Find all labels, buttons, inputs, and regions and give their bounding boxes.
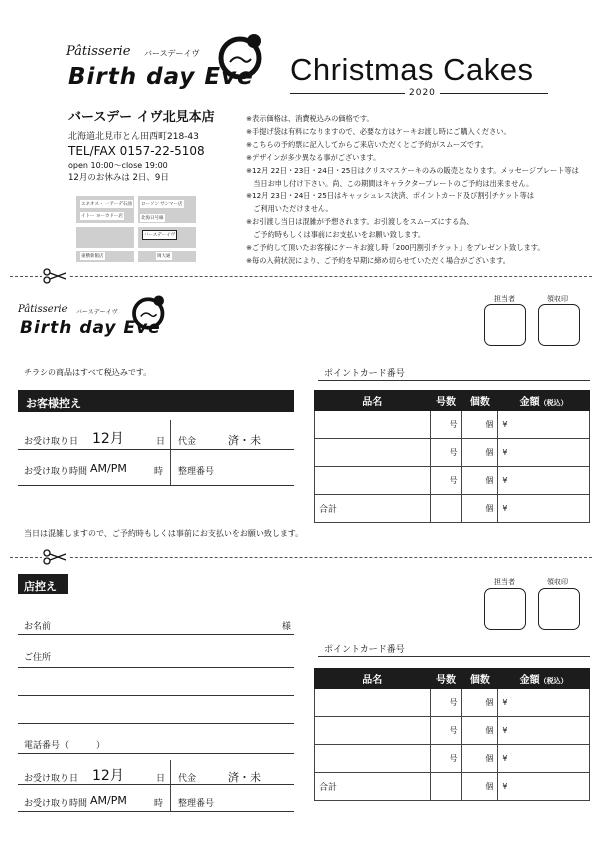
yen-sign: ¥ [498,467,590,495]
crowd-note: 当日は混雑しますので、ご予約時もしくは事前にお支払いをお願い致します。 [24,529,304,538]
col-item: 品名 [315,669,431,689]
fee-status[interactable]: 済・未 [228,771,261,784]
address-field[interactable] [18,723,294,724]
customer-form [18,412,294,486]
table-row[interactable] [315,745,590,773]
table-header-row [315,669,590,689]
logo-kana-text: バースデーイヴ [144,49,200,58]
shop-info [68,106,215,183]
cut-line [10,276,592,277]
total-label: 合計 [315,495,431,523]
yen-sign: ¥ [498,689,590,717]
note-line: ※お引渡し当日は混雑が予想されます。お引渡しをスムーズにする為、 [246,217,474,227]
note-line: ※12月 22日・23日・24日・25日はクリスマスケーキのみの販売となります。メッセージプレート等は [246,165,579,175]
logo-script-text: Pâtisserie [66,44,131,59]
shop-name: バースデー イヴ北見本店 [68,110,215,125]
note-line: ご予約時もしくは事前にお支払いをお願い致します。 [246,230,426,240]
customer-copy-header [18,390,294,412]
order-table-store [314,668,590,801]
map-label: イトー ヨーカドー店 [81,214,123,219]
notes-list [246,113,579,268]
stamp-label-staff: 担当者 [494,295,515,303]
section-logo [18,294,168,346]
map-label: バースデーイヴ [142,230,177,240]
table-header-row [315,391,590,411]
ref-number-label: 整理番号 [178,467,215,477]
col-amount: 金額（税込） [498,391,590,411]
yen-sign: ¥ [498,745,590,773]
note-line: 当日お申し付け下さい。尚、この期間はキャラクタープレートのご予約は出来ません。 [246,178,534,188]
note-line: ※表示価格は、消費税込みの価格です。 [246,114,374,123]
unit-no: 号 [430,411,462,439]
stamp-box-staff[interactable] [484,304,526,346]
col-amount: 金額（税込） [498,669,590,689]
unit-no: 号 [430,689,462,717]
pickup-day-label[interactable]: 日 [156,774,166,784]
stamp-label-receipt: 領収印 [547,578,568,586]
logo-kana-text: バースデーイヴ [76,309,118,316]
store-copy-title: 店控え [24,580,57,593]
title-year: 2020 [405,88,440,98]
map-label: 北海日号線 [141,216,164,221]
logo-emblem-icon [216,32,266,80]
unit-no: 号 [430,745,462,773]
address-label: ご住所 [24,653,52,663]
shop-holiday: 12月のお休みは 2日、9日 [68,173,169,183]
map-label: 東横新館店 [81,254,104,259]
col-no: 号数 [430,391,462,411]
note-line: ※デザインが多少異なる事がございます。 [246,152,381,162]
order-table-customer [314,390,590,523]
customer-copy-title: お客様控え [26,397,81,410]
map-label: ローソン サンマー店 [141,202,183,207]
stamp-label-receipt: 領収印 [547,295,568,303]
fee-label: 代金 [178,774,197,784]
pickup-day-label[interactable]: 日 [156,437,166,447]
store-form [18,612,294,812]
table-total-row[interactable] [315,773,590,801]
name-label: お名前 [24,622,52,632]
tax-note: チラシの商品はすべて税込みです。 [24,368,152,377]
stamp-box-staff[interactable] [484,588,526,630]
note-line: ※12月 23日・24日・25日はキャッシュレス決済、ポイントカード及び割引チケット等は [246,191,535,201]
stamp-box-receipt[interactable] [538,588,580,630]
scissors-icon [42,549,68,565]
unit-qty: 個 [462,467,498,495]
scissors-icon [42,268,68,284]
yen-sign: ¥ [498,411,590,439]
yen-sign: ¥ [498,495,590,523]
logo-main-text: Birth day Eve [68,64,254,90]
name-honorific: 様 [282,622,292,632]
yen-sign: ¥ [498,773,590,801]
shop-hours: open 10:00～close 19:00 [68,161,168,170]
unit-qty: 個 [462,689,498,717]
unit-qty: 個 [462,411,498,439]
pickup-date-label: お受け取り日 [24,437,79,447]
unit-qty: 個 [462,745,498,773]
unit-no: 号 [430,717,462,745]
unit-no: 号 [430,467,462,495]
unit-qty: 個 [462,495,498,523]
logo-script-text: Pâtisserie [18,304,68,315]
logo-emblem-icon [130,294,168,330]
stamp-box-receipt[interactable] [538,304,580,346]
map-label: エネオス・ 一アーデ石油 [81,202,132,207]
pickup-month: 12月 [92,768,124,784]
point-card-field[interactable] [318,380,590,381]
stamp-label-staff: 担当者 [494,578,515,586]
phone-field[interactable] [18,753,294,754]
yen-sign: ¥ [498,439,590,467]
table-total-row[interactable] [315,495,590,523]
col-qty: 個数 [462,391,498,411]
pickup-month: 12月 [92,431,124,447]
note-line: ※ご予約して頂いたお客様にケーキお渡し時「200円割引チケット」をプレゼント致します。 [246,243,545,253]
note-line: ※こちらの予約票に記入してからご来店いただくとご予約がスムーズです。 [246,139,488,149]
pickup-hour-label: 時 [154,799,164,809]
name-field[interactable] [18,634,294,635]
note-line: ※手提げ袋は有料になりますので、必要な方はケーキお渡し時にご購入ください。 [246,126,511,136]
shop-tel: TEL/FAX 0157-22-5108 [68,144,205,158]
top-logo [66,32,266,100]
point-card-field[interactable] [318,656,590,657]
col-qty: 個数 [462,669,498,689]
phone-label: 電話番号（ ） [24,741,106,751]
pickup-date-label: お受け取り日 [24,774,79,784]
logo-main-text: Birth day Eve [20,318,161,338]
unit-qty: 個 [462,773,498,801]
shop-map [76,196,196,262]
fee-label: 代金 [178,437,197,447]
yen-sign: ¥ [498,717,590,745]
shop-address: 北海道北見市とん田西町218-43 [68,132,199,142]
map-label: 岡大通 [157,254,171,259]
pickup-ampm[interactable]: AM/PM [90,794,127,807]
address-field[interactable] [18,667,294,668]
col-no: 号数 [430,669,462,689]
page-title: Christmas Cakes [290,52,534,87]
pickup-ampm[interactable]: AM/PM [90,462,127,475]
pickup-time-label: お受け取り時間 [24,467,88,477]
store-copy-header [18,574,68,594]
cut-line [10,557,592,558]
ref-number-label: 整理番号 [178,799,215,809]
table-row[interactable] [315,689,590,717]
table-row[interactable] [315,717,590,745]
address-field[interactable] [18,695,294,696]
col-item: 品名 [315,391,431,411]
note-line: ※毎の入荷状況により、ご予約を早期に締め切らせていただく場合がございます。 [246,255,510,265]
fee-status[interactable]: 済・未 [228,434,261,447]
unit-no: 号 [430,439,462,467]
note-line: ご利用いただけません。 [246,204,333,214]
unit-qty: 個 [462,439,498,467]
point-card-label: ポイントカード番号 [324,369,405,379]
table-row[interactable] [315,467,590,495]
pickup-time-label: お受け取り時間 [24,799,88,809]
point-card-label: ポイントカード番号 [324,645,405,655]
table-row[interactable] [315,411,590,439]
total-label: 合計 [315,773,431,801]
pickup-hour-label: 時 [154,467,164,477]
unit-qty: 個 [462,717,498,745]
table-row[interactable] [315,439,590,467]
